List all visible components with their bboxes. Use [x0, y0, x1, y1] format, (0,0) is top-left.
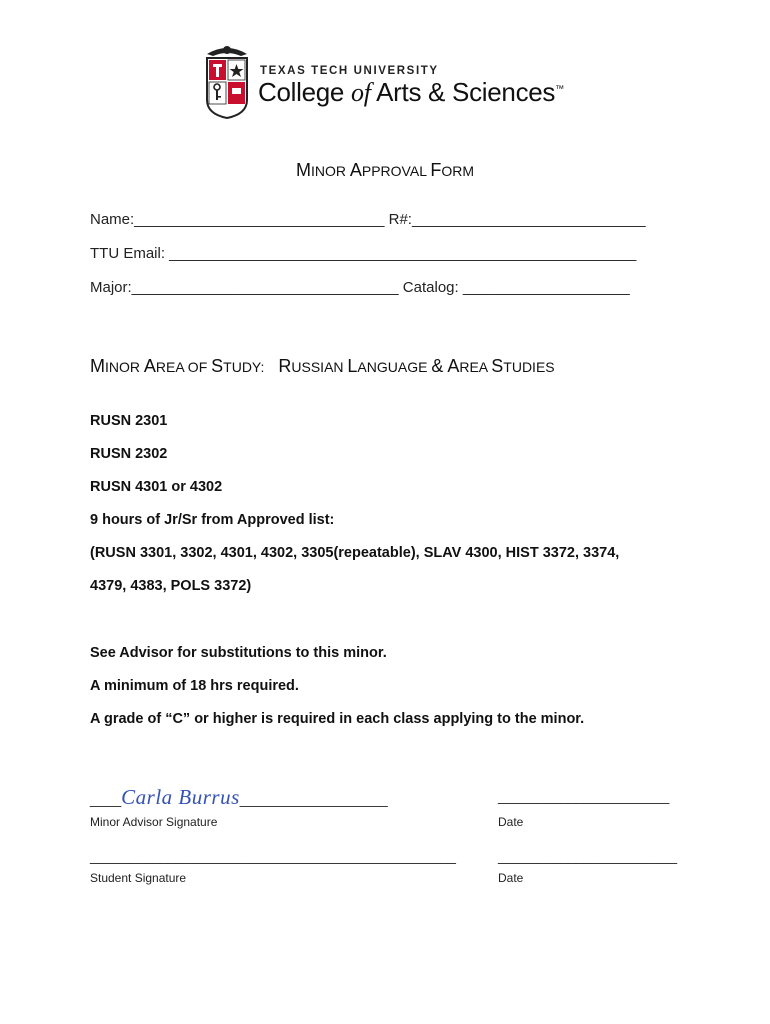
- minor-area-of-study: MINOR AREA OF STUDY: RUSSIAN LANGUAGE & AREA STUDIES: [90, 356, 555, 376]
- form-title: MINOR APPROVAL FORM: [295, 160, 475, 180]
- advisor-date-caption: Date: [498, 815, 524, 829]
- advisor-signature: Carla Burrus: [121, 785, 240, 809]
- student-date-field[interactable]: _______________________: [498, 848, 678, 864]
- advisor-date-field[interactable]: ______________________: [498, 788, 670, 804]
- name-rnumber-field[interactable]: Name:______________________________ R#:____________________________: [90, 211, 646, 228]
- note-grade-requirement: A grade of “C” or higher is required in each class applying to the minor.: [90, 711, 585, 727]
- note-advisor-substitutions: See Advisor for substitutions to this minor.: [90, 645, 387, 661]
- college-name: College of Arts & Sciences™: [258, 77, 564, 107]
- advisor-signature-caption: Minor Advisor Signature: [90, 815, 218, 829]
- requirement-rusn-2302: RUSN 2302: [90, 446, 168, 462]
- university-name: TEXAS TECH UNIVERSITY: [260, 65, 439, 77]
- approved-list-line-1: (RUSN 3301, 3302, 4301, 4302, 3305(repeatable), SLAV 4300, HIST 3372, 3374,: [90, 545, 620, 561]
- major-catalog-field[interactable]: Major:________________________________ Catalog: ____________________: [90, 279, 630, 296]
- requirement-rusn-2301: RUSN 2301: [90, 413, 168, 429]
- double-t-seal-icon: [201, 44, 253, 120]
- student-signature-field[interactable]: _______________________________________________: [90, 848, 456, 864]
- student-date-caption: Date: [498, 871, 524, 885]
- student-signature-caption: Student Signature: [90, 871, 187, 885]
- requirement-jr-sr-hours: 9 hours of Jr/Sr from Approved list:: [90, 512, 335, 528]
- advisor-signature-field[interactable]: ____Carla Burrus___________________: [90, 785, 388, 809]
- ttu-email-field[interactable]: TTU Email: ________________________________________________________: [90, 245, 637, 262]
- note-minimum-hours: A minimum of 18 hrs required.: [90, 678, 299, 694]
- requirement-rusn-4301-4302: RUSN 4301 or 4302: [90, 479, 223, 495]
- approved-list-line-2: 4379, 4383, POLS 3372): [90, 578, 252, 594]
